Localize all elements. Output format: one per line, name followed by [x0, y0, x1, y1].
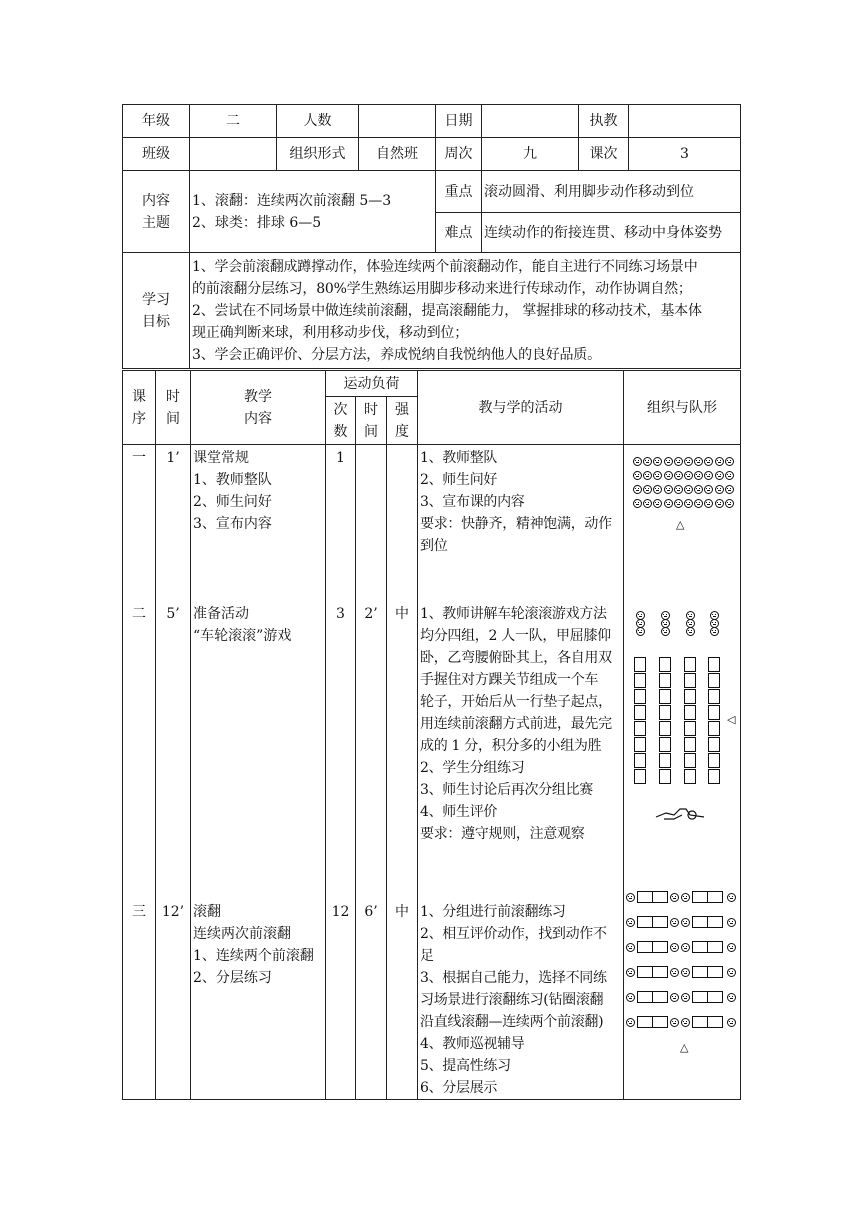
org-value: 自然班 [359, 138, 436, 171]
col-activity-header: 教与学的活动 [418, 371, 624, 445]
class-label: 班级 [123, 138, 190, 171]
mat-icon [637, 891, 653, 903]
activity-line: 4、教师巡视辅导 [420, 1036, 525, 1052]
student-face-icon [661, 627, 670, 636]
student-face-icon [626, 918, 635, 927]
activity-line: 习场景进行滚翻练习(钻圈滚翻 [420, 992, 604, 1008]
student-face-icon [684, 485, 693, 494]
student-face-icon [725, 457, 734, 466]
org-label: 组织形式 [277, 138, 359, 171]
teacher-label: 执教 [579, 105, 629, 138]
student-face-icon [633, 457, 642, 466]
teacher-triangle-icon: ◁ [727, 713, 736, 726]
activity-line: 1、分组进行前滚翻练习 [420, 904, 566, 920]
student-face-icon [633, 499, 642, 508]
student-face-icon [626, 893, 635, 902]
goal-line: 3、学会正确评价、分层方法，养成悦纳自我悦纳他人的良好品质。 [192, 346, 601, 363]
col-formation-header: 组织与队形 [624, 371, 741, 445]
mat-icon [659, 753, 671, 768]
student-face-icon [727, 968, 736, 977]
mat-icon [659, 673, 671, 688]
section-order: 二 [132, 606, 146, 622]
mat-icon [692, 891, 708, 903]
section-intensity [387, 447, 417, 603]
activity-line: 2、师生问好 [420, 472, 498, 488]
people-value [359, 105, 436, 138]
week-value: 九 [482, 138, 579, 171]
col-load-header: 运动负荷 [326, 371, 418, 397]
mat-icon [652, 1016, 668, 1028]
activity-line: 1、教师讲解车轮滚滚游戏方法 [420, 606, 607, 622]
mat-icon [634, 689, 646, 704]
mat-icon [692, 941, 708, 953]
mat-icon [707, 966, 723, 978]
student-face-icon [626, 1018, 635, 1027]
student-face-icon [704, 499, 713, 508]
activity-line: 要求：快静齐，精神饱满，动作 [420, 516, 612, 532]
date-label: 日期 [436, 105, 482, 138]
mat-icon [659, 769, 671, 784]
student-face-icon [633, 471, 642, 480]
mat-icon [637, 1016, 653, 1028]
wheel-roll-figure-icon [652, 803, 712, 823]
header-text: 间 [364, 423, 378, 440]
mat-icon [708, 705, 720, 720]
activity-line: 均分四组，2 人一队，甲屈膝仰 [420, 628, 611, 644]
content-label-line-2: 主题 [142, 214, 170, 231]
header-text: 教学 [244, 388, 272, 405]
section-time: 5’ [166, 606, 180, 622]
content-theme-items [190, 171, 436, 253]
mat-icon [684, 657, 696, 672]
student-face-icon [715, 485, 724, 494]
mat-icon [707, 916, 723, 928]
header-text: 次 [333, 401, 348, 418]
grade-label: 年级 [123, 105, 190, 138]
student-face-icon [674, 499, 683, 508]
student-face-icon [727, 918, 736, 927]
intensity-cell [387, 445, 418, 1100]
time-cell [156, 445, 191, 1100]
student-face-icon [694, 485, 703, 494]
student-face-icon [727, 1018, 736, 1027]
goals-label [123, 253, 190, 369]
student-face-icon [727, 943, 736, 952]
mat-icon [634, 769, 646, 784]
mat-icon [708, 721, 720, 736]
student-face-icon [626, 968, 635, 977]
header-text: 内容 [244, 410, 272, 427]
mat-icon [634, 657, 646, 672]
content-line: 3、宣布内容 [193, 516, 272, 532]
difficulty-value: 连续动作的衔接连贯、移动中身体姿势 [482, 213, 741, 253]
student-face-icon [727, 993, 736, 1002]
mat-icon [634, 673, 646, 688]
header-text: 度 [395, 423, 409, 440]
student-face-icon [681, 943, 690, 952]
section-duration: 6’ [364, 904, 378, 920]
student-face-icon [664, 485, 673, 494]
student-face-icon [670, 918, 679, 927]
count-cell [326, 445, 356, 1100]
section-content [193, 901, 325, 989]
student-face-icon [725, 471, 734, 480]
student-face-icon [670, 993, 679, 1002]
mat-icon [684, 753, 696, 768]
activity-line: 卧，乙弯腰俯卧其上，各自用双 [420, 650, 612, 666]
mat-icon [692, 966, 708, 978]
lesson-value: 3 [629, 138, 741, 171]
mat-icon [692, 991, 708, 1003]
grade-value: 二 [190, 105, 277, 138]
student-face-icon [704, 485, 713, 494]
teacher-triangle-icon: △ [676, 518, 685, 531]
student-face-icon [725, 485, 734, 494]
student-face-icon [670, 893, 679, 902]
student-face-icon [643, 457, 652, 466]
activity-line: 到位 [420, 538, 448, 554]
student-face-icon [684, 457, 693, 466]
mat-icon [634, 753, 646, 768]
student-face-icon [636, 627, 645, 636]
mat-icon [652, 916, 668, 928]
activity-line: 成的 1 分，积分多的小组为胜 [420, 738, 602, 754]
student-face-icon [670, 943, 679, 952]
section-count: 1 [336, 450, 345, 466]
content-line: 滚翻 [193, 904, 221, 920]
mat-icon [684, 721, 696, 736]
activity-line: 足 [420, 948, 434, 964]
mat-icon [634, 705, 646, 720]
content-item: 1、滚翻：连续两次前滚翻 5—3 [192, 192, 392, 209]
goal-line: 1、学会前滚翻成蹲撑动作，体验连续两个前滚翻动作，能自主进行不同练习场景中 [192, 258, 698, 275]
section-count: 3 [336, 606, 345, 622]
activity-line: 手握住对方踝关节组成一个车 [420, 672, 599, 688]
student-face-icon [694, 457, 703, 466]
activity-line: 3、师生讨论后再次分组比赛 [420, 782, 594, 798]
activity-line: 用连续前滚翻方式前进，最先完 [420, 716, 612, 732]
student-face-icon [704, 457, 713, 466]
mat-icon [634, 737, 646, 752]
student-face-icon [664, 499, 673, 508]
key-point-label: 重点 [436, 171, 482, 213]
activity-line: 1、教师整队 [420, 450, 498, 466]
student-face-icon [664, 471, 673, 480]
goal-line: 的前滚翻分层练习，80%学生熟练运用脚步移动来进行传球动作，动作协调自然； [192, 280, 692, 297]
mat-icon [684, 689, 696, 704]
header-text: 课 [132, 388, 146, 405]
teacher-triangle-icon: △ [680, 1041, 689, 1054]
lesson-label: 课次 [579, 138, 629, 171]
mat-icon [637, 916, 653, 928]
mat-icon [652, 991, 668, 1003]
student-face-icon [681, 1018, 690, 1027]
key-point-value: 滚动圆滑、利用脚步动作移动到位 [482, 171, 741, 213]
student-face-icon [715, 499, 724, 508]
goal-line: 2、尝试在不同场景中做连续前滚翻，提高滚翻能力， 掌握排球的移动技术，基本体 [192, 302, 702, 319]
student-face-icon [681, 968, 690, 977]
content-line: 连续两次前滚翻 [193, 926, 291, 942]
content-line: 2、分层练习 [193, 970, 272, 986]
mat-icon [652, 891, 668, 903]
student-face-icon [715, 471, 724, 480]
student-face-icon [633, 485, 642, 494]
student-face-icon [653, 471, 662, 480]
duration-cell [356, 445, 387, 1100]
section-activity [420, 603, 623, 901]
mat-icon [708, 689, 720, 704]
student-face-icon [653, 485, 662, 494]
activity-line: 5、提高性练习 [420, 1058, 511, 1074]
mat-icon [707, 1016, 723, 1028]
activity-line: 3、宣布课的内容 [420, 494, 525, 510]
activity-line: 6、分层展示 [420, 1080, 498, 1096]
student-face-icon [727, 893, 736, 902]
goal-line: 现正确判断来球，利用移动步伐，移动到位； [192, 324, 468, 341]
student-face-icon [643, 471, 652, 480]
mat-icon [659, 705, 671, 720]
week-label: 周次 [436, 138, 482, 171]
col-duration-header [356, 397, 387, 445]
student-face-icon [694, 471, 703, 480]
student-face-icon [681, 993, 690, 1002]
order-cell [123, 445, 156, 1100]
col-order-header [123, 371, 156, 445]
date-value [482, 105, 579, 138]
section-duration [356, 447, 386, 603]
student-face-icon [670, 1018, 679, 1027]
people-label: 人数 [277, 105, 359, 138]
student-face-icon [653, 499, 662, 508]
col-intensity-header [387, 397, 418, 445]
mat-icon [707, 991, 723, 1003]
mat-icon [684, 769, 696, 784]
content-item: 2、球类：排球 6—5 [192, 214, 322, 231]
student-face-icon [725, 499, 734, 508]
formation-diagrams [624, 445, 741, 1098]
section-time: 1’ [166, 450, 180, 466]
mat-icon [707, 941, 723, 953]
student-face-icon [694, 499, 703, 508]
student-face-icon [704, 471, 713, 480]
header-text: 序 [132, 410, 146, 427]
mat-icon [659, 657, 671, 672]
activity-line: 轮子，开始后从一行垫子起点， [420, 694, 612, 710]
mat-icon [637, 941, 653, 953]
mat-icon [684, 673, 696, 688]
mat-icon [708, 657, 720, 672]
student-face-icon [643, 499, 652, 508]
mat-icon [692, 916, 708, 928]
mat-icon [652, 941, 668, 953]
student-face-icon [674, 471, 683, 480]
class-value [190, 138, 277, 171]
student-face-icon [626, 943, 635, 952]
student-face-icon [643, 485, 652, 494]
student-face-icon [653, 457, 662, 466]
content-label-line-1: 内容 [142, 192, 170, 209]
mat-icon [708, 753, 720, 768]
content-line: 1、教师整队 [193, 472, 272, 488]
header-text: 间 [166, 410, 180, 427]
mat-icon [684, 737, 696, 752]
student-face-icon [626, 993, 635, 1002]
mat-icon [652, 966, 668, 978]
activity-line: 4、师生评价 [420, 804, 498, 820]
col-count-header [326, 397, 356, 445]
student-face-icon [674, 457, 683, 466]
col-time-header [156, 371, 191, 445]
mat-icon [659, 689, 671, 704]
student-face-icon [664, 457, 673, 466]
section-intensity: 中 [395, 904, 409, 920]
header-text: 时 [166, 388, 180, 405]
goals-label-line-2: 目标 [142, 313, 170, 330]
mat-icon [637, 966, 653, 978]
section-activity [420, 447, 623, 603]
student-face-icon [710, 627, 719, 636]
mat-icon [659, 737, 671, 752]
activity-line: 沿直线滚翻—连续两个前滚翻) [420, 1014, 604, 1030]
section-count: 12 [331, 904, 350, 920]
content-line: 1、连续两个前滚翻 [193, 948, 314, 964]
mat-icon [692, 1016, 708, 1028]
activity-line: 2、学生分组练习 [420, 760, 525, 776]
mat-icon [707, 891, 723, 903]
activity-line: 要求：遵守规则，注意观察 [420, 826, 585, 842]
formation-cell [624, 445, 741, 1100]
mat-icon [708, 737, 720, 752]
student-face-icon [681, 893, 690, 902]
section-content [193, 603, 325, 901]
student-face-icon [715, 457, 724, 466]
activity-table [122, 370, 741, 1100]
lesson-info-table [122, 104, 741, 369]
section-intensity: 中 [395, 606, 409, 622]
difficulty-label: 难点 [436, 213, 482, 253]
content-line: 课堂常规 [193, 450, 249, 466]
student-face-icon [686, 627, 695, 636]
student-face-icon [681, 918, 690, 927]
teacher-value [629, 105, 741, 138]
mat-icon [637, 991, 653, 1003]
activity-line: 2、相互评价动作，找到动作不 [420, 926, 607, 942]
content-line: 2、师生问好 [193, 494, 272, 510]
section-order: 一 [132, 450, 146, 466]
activity-cell [418, 445, 624, 1100]
student-face-icon [684, 499, 693, 508]
section-content [193, 447, 325, 603]
content-line: 准备活动 [193, 606, 249, 622]
student-face-icon [670, 968, 679, 977]
section-time: 12’ [161, 904, 185, 920]
activity-line: 3、根据自己能力，选择不同练 [420, 970, 607, 986]
header-text: 时 [364, 401, 378, 418]
section-duration: 2’ [364, 606, 378, 622]
content-cell [191, 445, 326, 1100]
section-activity [420, 901, 623, 1099]
student-face-icon [684, 471, 693, 480]
content-theme-label [123, 171, 190, 253]
mat-icon [634, 721, 646, 736]
mat-icon [659, 721, 671, 736]
student-face-icon [674, 485, 683, 494]
mat-icon [708, 769, 720, 784]
mat-icon [684, 705, 696, 720]
header-text: 数 [333, 423, 348, 440]
header-text: 强 [395, 401, 409, 418]
content-line: “车轮滚滚”游戏 [193, 628, 292, 644]
col-content-header [191, 371, 326, 445]
goals-label-line-1: 学习 [142, 291, 170, 308]
goals-text [190, 253, 741, 369]
section-order: 三 [132, 904, 146, 920]
mat-icon [708, 673, 720, 688]
